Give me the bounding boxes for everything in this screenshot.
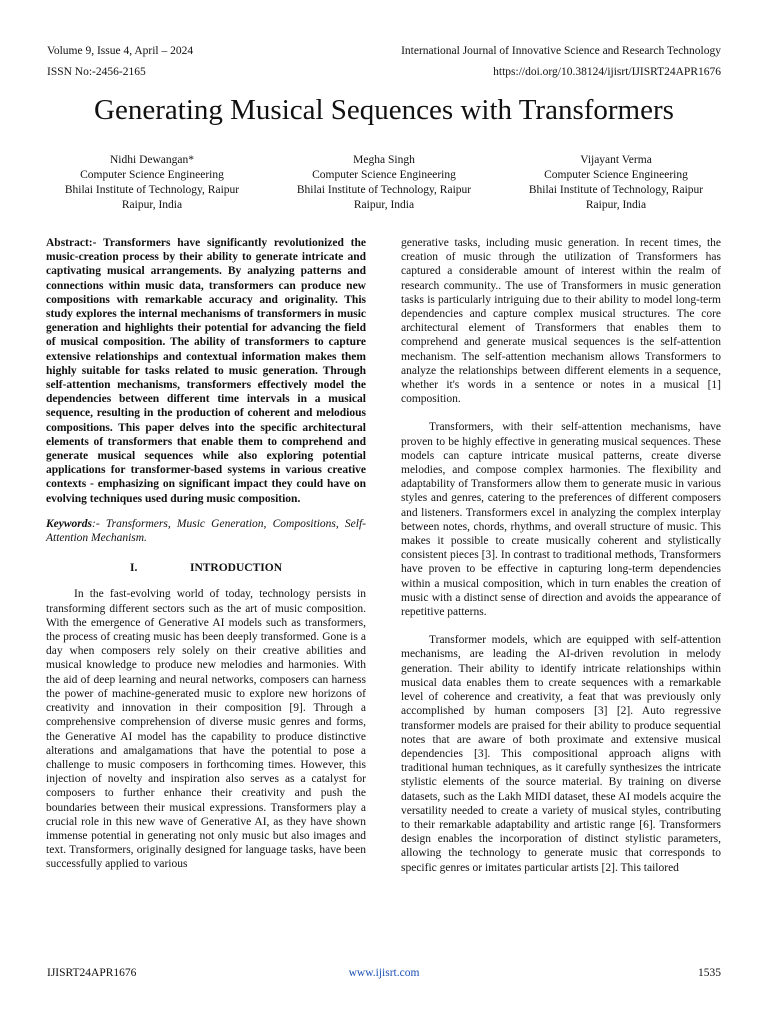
author-2 bbox=[272, 153, 496, 213]
author-3 bbox=[504, 153, 728, 213]
right-column bbox=[401, 236, 721, 875]
keywords-label: Keywords bbox=[46, 517, 92, 530]
author-dept: Computer Science Engineering bbox=[312, 169, 456, 181]
issn: ISSN No:-2456-2165 bbox=[47, 66, 146, 78]
author-block bbox=[40, 153, 728, 213]
author-loc: Raipur, India bbox=[353, 199, 415, 211]
keywords-text: :- Transformers, Music Generation, Compositions, Self-Attention Mechanism. bbox=[46, 517, 366, 545]
author-inst: Bhilai Institute of Technology, Raipur bbox=[64, 184, 240, 196]
author-name: Nidhi Dewangan* bbox=[110, 154, 194, 166]
volume-info: Volume 9, Issue 4, April – 2024 bbox=[47, 45, 194, 57]
author-loc: Raipur, India bbox=[585, 199, 647, 211]
abstract-label: Abstract bbox=[46, 237, 89, 249]
author-name: Vijayant Verma bbox=[580, 154, 652, 166]
left-column bbox=[46, 236, 366, 872]
section-title: INTRODUCTION bbox=[189, 562, 282, 575]
body-paragraph: generative tasks, including music generation. In recent times, the creation of music through the utilization of Transformers has captured a considerable amount of interest within the realm of research community.. The use of Transformers in music generation tasks is particularly intriguing due to their ability to model long-term dependencies and capture complex musical structures. The core architectural element of Transformers that enables them to comprehend and generate musical sequences is the self-attention mechanism. The self-attention mechanism allows Transformers to analyze the relationships between different elements in a sequence, whether it's words in a sentence or notes in a musical [1] composition. bbox=[401, 237, 721, 406]
abstract-text: :- Transformers have significantly revolutionized the music-creation process by their ability to generate intricate and captivating musical arrangements. By analyzing patterns and connections within music data, transformers can produce new compositions with remarkable accuracy and originality. This study explores the internal mechanisms of transformers in music generation and highlights their potential for advancing the field of musical composition. The ability of transformers to capture extensive relationships and contextual information makes them highly suitable for tasks related to music generation. Through self-attention mechanisms, transformers effectively model the dependencies between different time intervals in a musical sequence, resulting in the production of coherent and melodious compositions. This paper delves into the specific architectural elements of transformers that enable them to comprehend and generate musical sequences while also exploring potential applications for transformer-based systems in various creative contexts - emphasizing on significant impact they could have on evolving techniques used during music composition. bbox=[46, 237, 366, 505]
doi-link[interactable]: https://doi.org/10.38124/ijisrt/IJISRT24APR1676 bbox=[493, 66, 721, 78]
section-number: I. bbox=[129, 562, 138, 575]
author-inst: Bhilai Institute of Technology, Raipur bbox=[296, 184, 472, 196]
footer-code: IJISRT24APR1676 bbox=[47, 967, 137, 979]
abstract bbox=[46, 236, 366, 506]
section-heading bbox=[46, 561, 366, 575]
body-paragraph: In the fast-evolving world of today, technology persists in transforming different sectors such as the art of music composition. With the emergence of Generative AI models such as transformers, the process of creating music has been deeply transformed. Gone is a day when composers rely solely on their creative abilities and musical knowledge to produce new melodies and harmonies. With the aid of deep learning and neural networks, composers can harness the power of machine-generated music to explore new horizons of creativity and innovation in their composition [9]. Through a comprehensive comprehension of diverse music genres and forms, the Generative AI model has the capability to produce distinctive alterations and amalgamations that have the potential to pose a challenge to music composers in forthcoming times. However, this injection of novelty and inspiration also serves as a catalyst for composers to further enhance their creativity and push the boundaries between their musical expressions. Transformers play a crucial role in this new wave of Generative AI, as they have shown immense potential in generating not only music but also images and text. Transformers, originally designed for language tasks, have been successfully applied to various bbox=[46, 588, 366, 871]
author-name: Megha Singh bbox=[353, 154, 415, 166]
page-number: 1535 bbox=[698, 967, 721, 979]
journal-name: International Journal of Innovative Science and Research Technology bbox=[401, 45, 721, 57]
body-paragraph: Transformer models, which are equipped with self-attention mechanisms, are leading the AI-driven revolution in melody generation. Their ability to identify intricate relationships within musical data enables them to create sequences with a remarkable level of coherence and creativity, a feat that was previously only accomplished by human composers [3] [2]. Auto regressive transformer models are praised for their ability to produce sequential notes that are aware of both proximate and extensive musical dependencies [3]. This compositional approach aligns with traditional human techniques, as it carefully synthesizes the intricate stylistic elements of the source material. By training on diverse datasets, such as the Lakh MIDI dataset, these AI models acquire the versatility needed to create a variety of musical styles, contributing to their remarkable adaptability and artistic range [6]. Transformers design enables the incorporation of distinct stylistic parameters, allowing the technology to generate music that corresponds to specific genres or imitates particular artists [2]. This tailored bbox=[401, 634, 721, 874]
author-dept: Computer Science Engineering bbox=[80, 169, 224, 181]
author-1 bbox=[40, 153, 264, 213]
keywords bbox=[46, 517, 366, 545]
author-loc: Raipur, India bbox=[121, 199, 183, 211]
footer-site-link[interactable]: www.ijisrt.com bbox=[348, 967, 420, 979]
author-dept: Computer Science Engineering bbox=[544, 169, 688, 181]
body-paragraph: Transformers, with their self-attention mechanisms, have proven to be highly effective in generating musical sequences. These models can capture intricate musical patterns, create diverse melodies, and compose complex harmonies. The flexibility and adaptability of Transformers allow them to generate music in various styles and genres, catering to the preferences of different composers and listeners. Transformers excel in analyzing the complex interplay between notes, chords, rhythms, and overall structure of music. This makes it possible to create musically coherent and stylistically consistent pieces [3]. In contrast to traditional methods, Transformers have proven to be effective in capturing long-term dependencies within a musical composition, which in turn enables the creation of music with a distinct sense of direction and avoids the appearance of repetitive patterns. bbox=[401, 421, 721, 619]
paper-title: Generating Musical Sequences with Transformers bbox=[94, 94, 674, 126]
author-inst: Bhilai Institute of Technology, Raipur bbox=[528, 184, 704, 196]
